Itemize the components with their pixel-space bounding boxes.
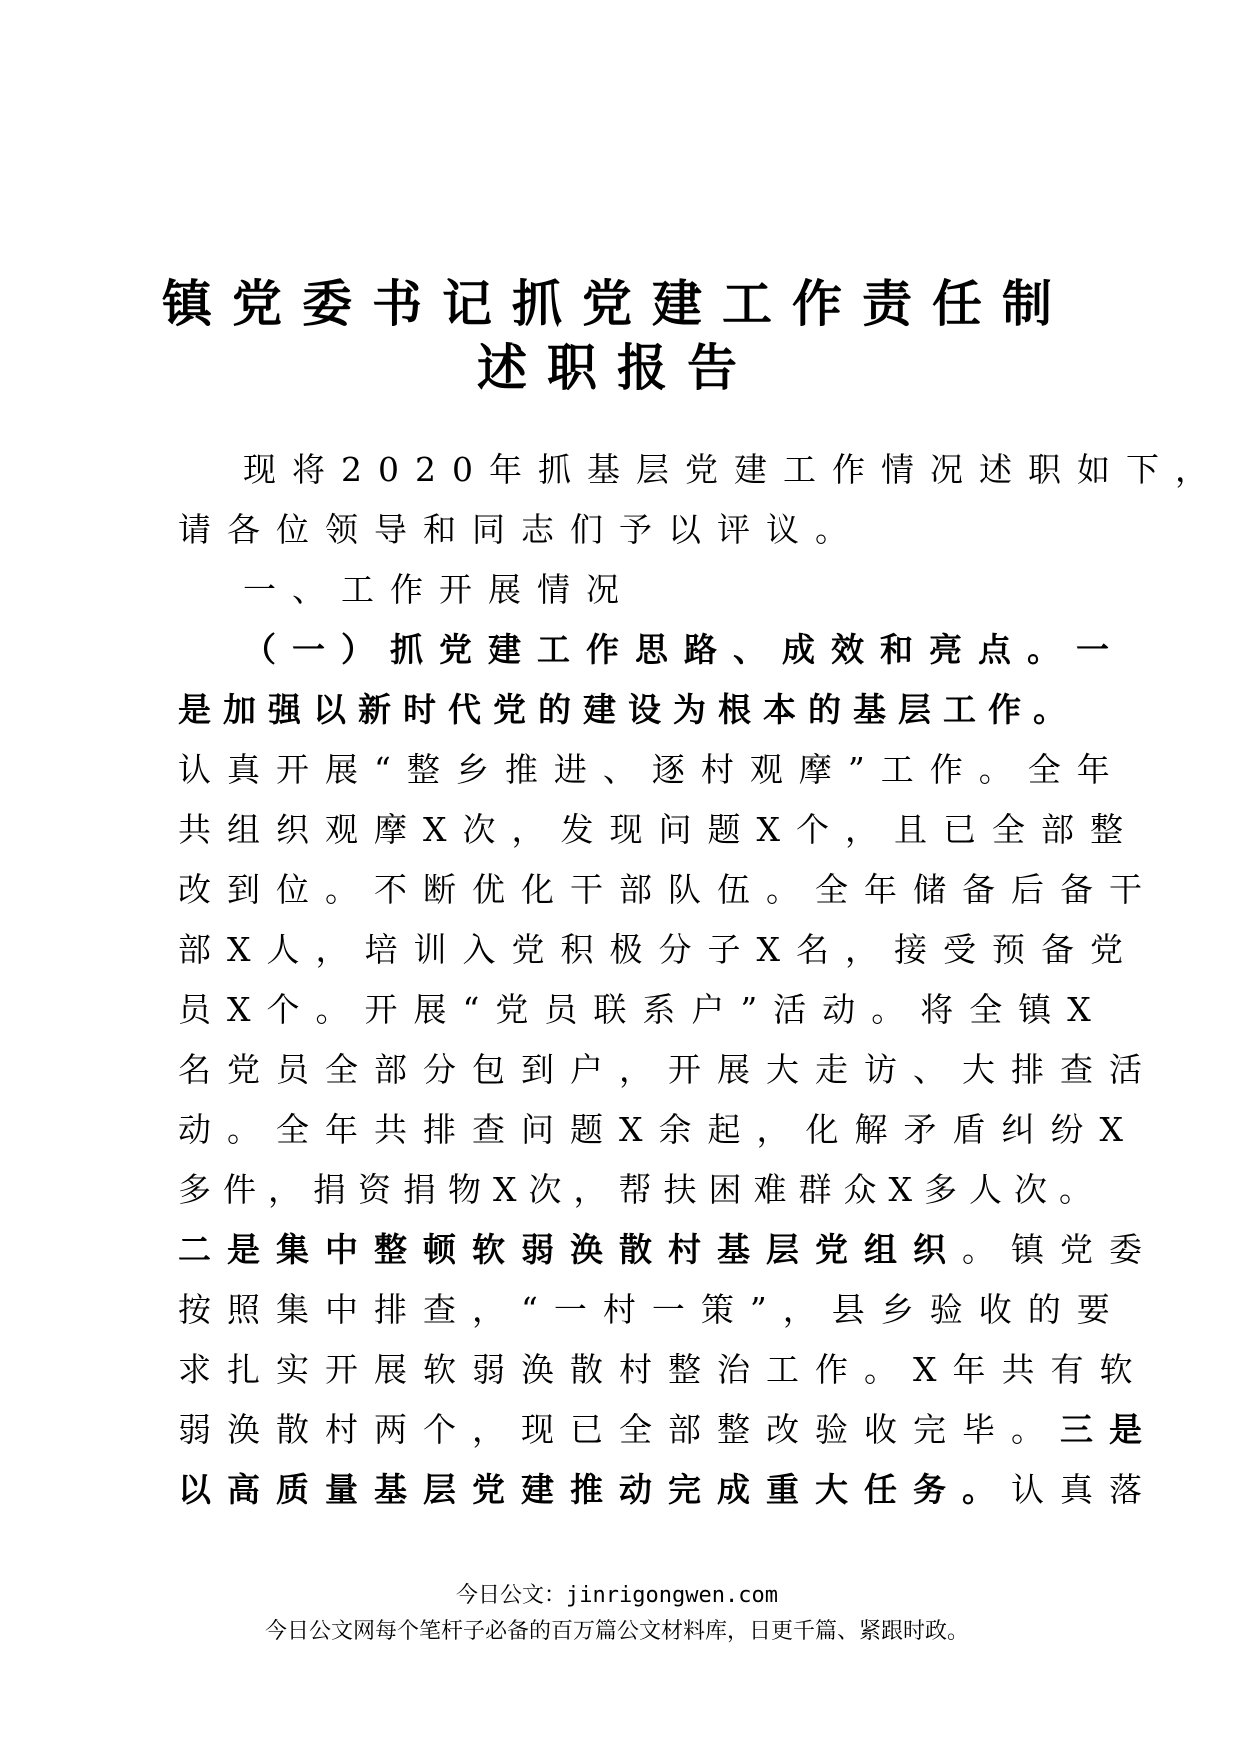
intro-line-2: 请各位领导和同志们予以评议。 [178,510,864,549]
paragraph-line: 改到位。不断优化干部队伍。全年储备后备干 [178,870,1158,909]
footer-slogan: 今日公文网每个笔杆子必备的百万篇公文材料库，日更千篇、紧跟时政。 [264,1619,969,1644]
intro-line-1: 现将2020年抓基层党建工作情况述职如下， [243,450,1224,489]
paragraph-line: 按照集中排查，“一村一策”，县乡验收的要 [178,1290,1126,1329]
paragraph-line [178,1408,1158,1452]
paragraph-line: 员X个。开展“党员联系户”活动。将全镇X [178,990,1107,1029]
subsection-heading: （一）抓党建工作思路、成效和亮点。一 [243,630,1125,669]
point-one-heading: 是加强以新时代党的建设为根本的基层工作。 [178,690,1078,729]
point-two-heading: 二是集中整顿软弱涣散村基层党组织 [178,1230,962,1269]
paragraph-line: 认真开展“整乡推进、逐村观摩”工作。全年 [178,750,1126,789]
document-title-line-1: 镇党委书记抓党建工作责任制 [162,275,1072,333]
point-three-heading: 以高质量基层党建推动完成重大任务。 [178,1470,1011,1509]
footer-site [0,1578,1234,1609]
section-heading: 一、工作开展情况 [243,570,635,609]
paragraph-line: 共组织观摩X次，发现问题X个，且已全部整 [178,810,1139,849]
paragraph-text: 。镇党委 [962,1230,1158,1269]
paragraph-line [178,1228,1158,1272]
paragraph-line: 求扎实开展软弱涣散村整治工作。X年共有软 [178,1350,1149,1389]
footer-site-label: 今日公文： [456,1583,567,1608]
paragraph-text: 认真落 [1011,1470,1158,1509]
paragraph-text: 弱涣散村两个，现已全部整改验收完毕。 [178,1410,1060,1449]
document-title-line-2: 述职报告 [477,339,757,397]
paragraph-line: 动。全年共排查问题X余起，化解矛盾纠纷X [178,1110,1139,1149]
paragraph-line: 名党员全部分包到户，开展大走访、大排查活 [178,1050,1158,1089]
footer-site-link[interactable]: jinrigongwen.com [566,1583,778,1608]
paragraph-line: 多件，捐资捐物X次，帮扶困难群众X多人次。 [178,1170,1104,1209]
paragraph-line [178,1468,1158,1512]
paragraph-line: 部X人，培训入党积极分子X名，接受预备党 [178,930,1139,969]
point-three-label: 三是 [1060,1410,1158,1449]
